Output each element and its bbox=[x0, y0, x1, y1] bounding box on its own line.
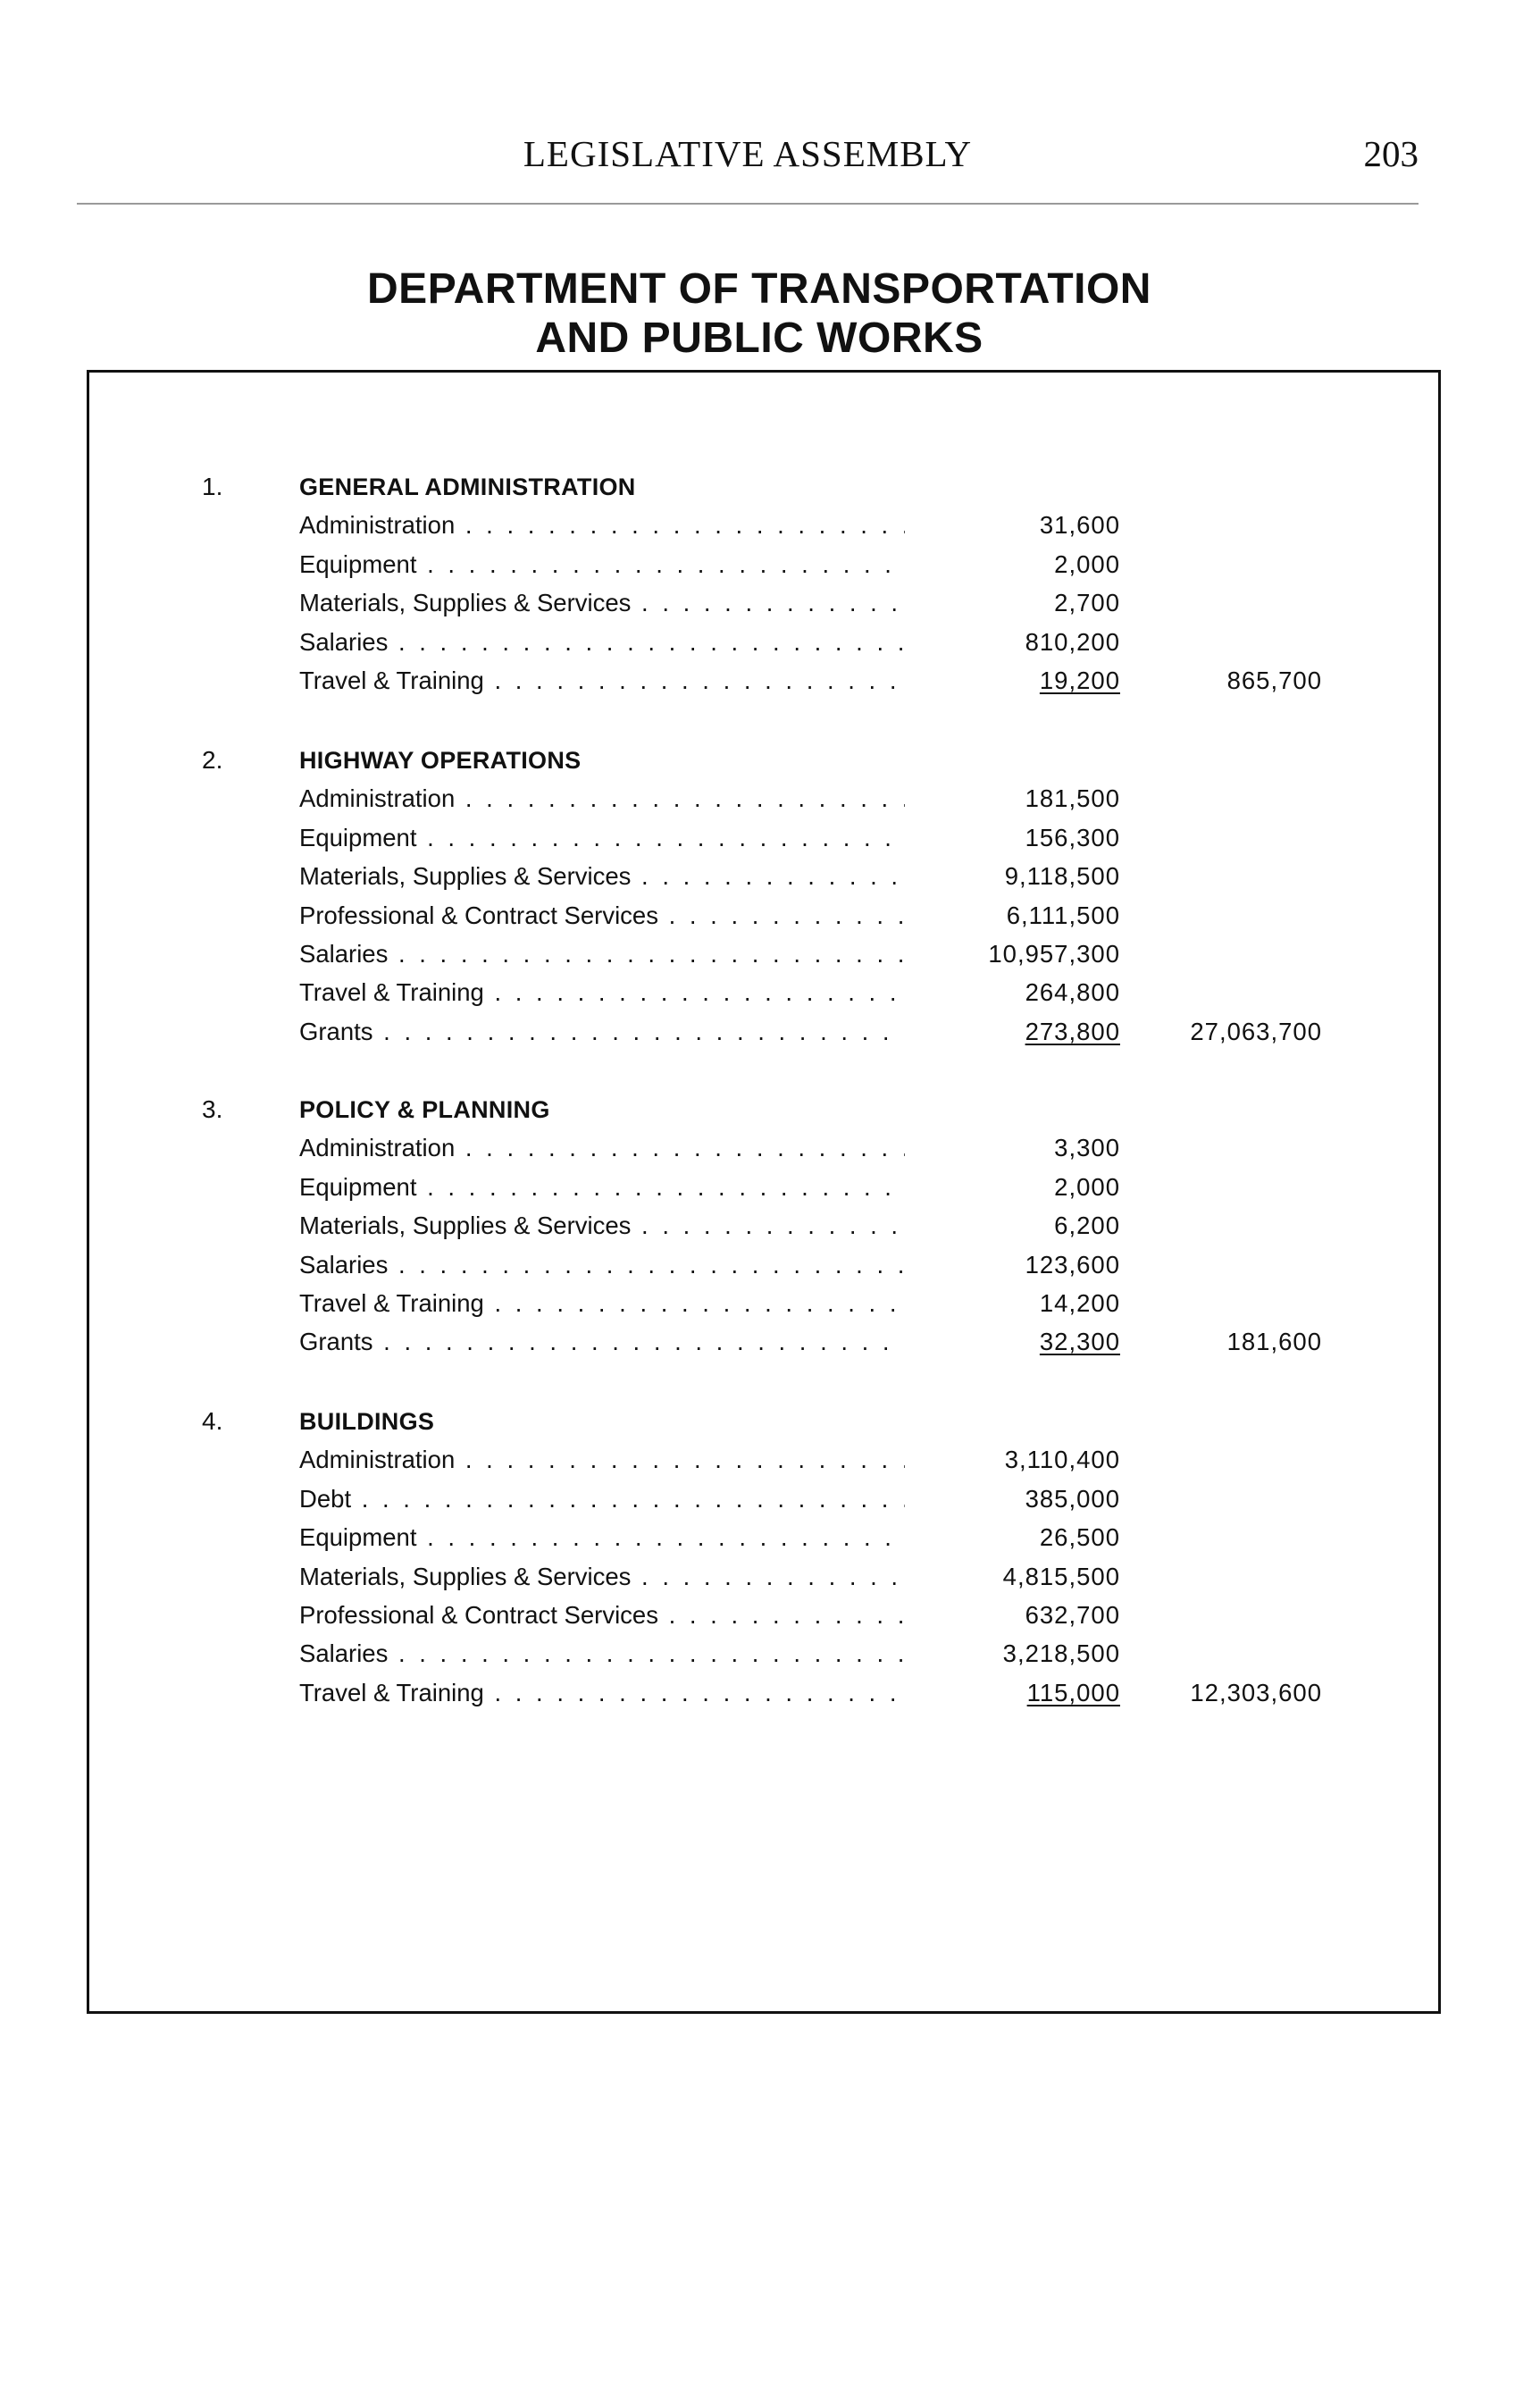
running-title: LEGISLATIVE ASSEMBLY bbox=[523, 133, 973, 174]
department-title-line-1: DEPARTMENT OF TRANSPORTATION bbox=[367, 265, 1151, 313]
line-item-label: Materials, Supplies & Services . . . bbox=[299, 588, 905, 618]
line-item bbox=[89, 1288, 1438, 1327]
line-item bbox=[89, 1017, 1438, 1055]
section-heading: HIGHWAY OPERATIONS bbox=[299, 747, 582, 774]
line-item-label: Travel & Training . . . bbox=[299, 1678, 905, 1708]
section-total: 181,600 bbox=[1226, 1328, 1322, 1356]
department-title bbox=[143, 264, 1376, 363]
line-item-label: Travel & Training . . . bbox=[299, 666, 905, 696]
line-item-label: Administration . . . bbox=[299, 1133, 905, 1163]
line-item bbox=[89, 939, 1438, 977]
line-item-amount: 31,600 bbox=[1039, 511, 1120, 540]
header-divider bbox=[77, 203, 1419, 205]
line-item-label: Salaries . . . bbox=[299, 939, 905, 969]
line-item bbox=[89, 1678, 1438, 1716]
line-item-amount: 9,118,500 bbox=[1004, 862, 1120, 891]
line-item-amount: 26,500 bbox=[1039, 1523, 1120, 1552]
line-item bbox=[89, 977, 1438, 1016]
line-item-amount: 810,200 bbox=[1025, 627, 1120, 656]
line-item-amount: 273,800 bbox=[1025, 1017, 1120, 1045]
page-number: 203 bbox=[1363, 133, 1419, 174]
section-number: 2. bbox=[202, 746, 223, 774]
line-item bbox=[89, 510, 1438, 549]
line-item-amount: 115,000 bbox=[1026, 1678, 1120, 1706]
line-item bbox=[89, 1172, 1438, 1211]
line-item-amount: 10,957,300 bbox=[988, 940, 1120, 968]
line-item-label: Grants . . . bbox=[299, 1327, 905, 1357]
line-item-label: Materials, Supplies & Services . . . bbox=[299, 1211, 905, 1241]
line-item bbox=[89, 1133, 1438, 1171]
line-item bbox=[89, 666, 1438, 704]
section-heading: BUILDINGS bbox=[299, 1408, 435, 1435]
line-item bbox=[89, 1639, 1438, 1677]
line-item-amount: 19,200 bbox=[1039, 667, 1120, 694]
line-item bbox=[89, 627, 1438, 666]
line-item bbox=[89, 784, 1438, 822]
section-total: 865,700 bbox=[1226, 667, 1322, 694]
line-item-amount: 2,700 bbox=[1054, 589, 1120, 617]
line-item bbox=[89, 1562, 1438, 1600]
line-item bbox=[89, 588, 1438, 626]
line-item-amount: 3,110,400 bbox=[1004, 1446, 1120, 1474]
line-item-amount: 156,300 bbox=[1025, 823, 1120, 851]
line-item bbox=[89, 1522, 1438, 1561]
section-number: 4. bbox=[202, 1407, 223, 1435]
line-item bbox=[89, 1211, 1438, 1249]
line-item bbox=[89, 1445, 1438, 1483]
line-item-label: Grants . . . bbox=[299, 1017, 905, 1047]
line-item-amount: 4,815,500 bbox=[1002, 1562, 1120, 1590]
line-item-label: Salaries . . . bbox=[299, 1639, 905, 1669]
line-item-label: Administration . . . bbox=[299, 510, 905, 541]
line-item-label: Materials, Supplies & Services . . . bbox=[299, 861, 905, 892]
section-number: 3. bbox=[202, 1095, 223, 1123]
section-total: 12,303,600 bbox=[1190, 1678, 1322, 1706]
line-item bbox=[89, 1484, 1438, 1522]
line-item-amount: 181,500 bbox=[1025, 784, 1120, 813]
line-item-label: Materials, Supplies & Services . . . bbox=[299, 1562, 905, 1592]
line-item bbox=[89, 823, 1438, 861]
budget-table bbox=[87, 370, 1441, 2014]
line-item-label: Equipment . . . bbox=[299, 549, 905, 580]
line-item-label: Professional & Contract Services . . . bbox=[299, 901, 905, 931]
line-item-label: Equipment . . . bbox=[299, 1172, 905, 1203]
line-item-amount: 6,111,500 bbox=[1006, 901, 1120, 929]
line-item-label: Professional & Contract Services . . . bbox=[299, 1600, 905, 1631]
line-item-label: Equipment . . . bbox=[299, 823, 905, 853]
section-heading: GENERAL ADMINISTRATION bbox=[299, 474, 636, 500]
line-item-label: Debt . . . bbox=[299, 1484, 905, 1514]
section-heading: POLICY & PLANNING bbox=[299, 1096, 550, 1123]
line-item bbox=[89, 1600, 1438, 1639]
line-item bbox=[89, 549, 1438, 588]
section-number: 1. bbox=[202, 473, 223, 500]
line-item bbox=[89, 901, 1438, 939]
line-item-label: Salaries . . . bbox=[299, 627, 905, 658]
line-item bbox=[89, 861, 1438, 900]
running-head bbox=[77, 132, 1419, 186]
line-item-label: Travel & Training . . . bbox=[299, 1288, 905, 1319]
line-item-amount: 32,300 bbox=[1039, 1328, 1120, 1356]
line-item-amount: 14,200 bbox=[1039, 1289, 1120, 1317]
line-item-amount: 3,218,500 bbox=[1002, 1639, 1120, 1668]
line-item bbox=[89, 1250, 1438, 1288]
line-item-amount: 123,600 bbox=[1025, 1250, 1120, 1279]
line-item-amount: 2,000 bbox=[1054, 549, 1120, 578]
line-item-label: Administration . . . bbox=[299, 784, 905, 814]
line-item-label: Administration . . . bbox=[299, 1445, 905, 1475]
line-item-amount: 6,200 bbox=[1054, 1212, 1120, 1240]
line-item-amount: 2,000 bbox=[1054, 1172, 1120, 1201]
line-item-amount: 264,800 bbox=[1025, 978, 1120, 1007]
line-item-label: Travel & Training . . . bbox=[299, 977, 905, 1008]
department-title-line-2: AND PUBLIC WORKS bbox=[535, 314, 983, 362]
line-item-amount: 632,700 bbox=[1025, 1601, 1120, 1629]
section-total: 27,063,700 bbox=[1190, 1017, 1322, 1045]
line-item-label: Equipment . . . bbox=[299, 1522, 905, 1553]
line-item-amount: 3,300 bbox=[1054, 1134, 1120, 1162]
line-item-amount: 385,000 bbox=[1025, 1484, 1120, 1513]
line-item-label: Salaries . . . bbox=[299, 1250, 905, 1280]
line-item bbox=[89, 1327, 1438, 1365]
